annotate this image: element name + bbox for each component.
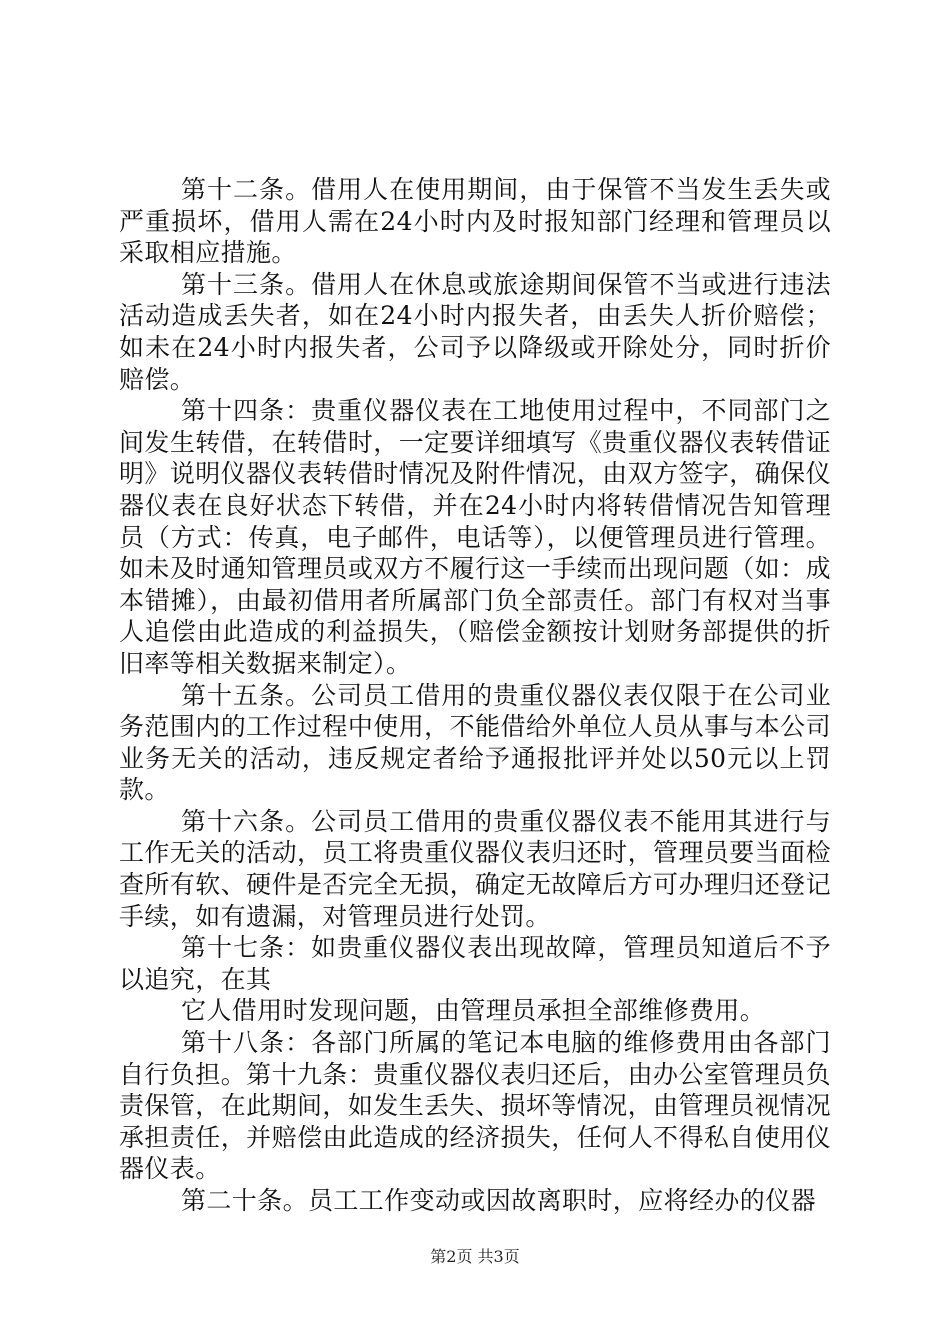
paragraph-article-17-continued: 它人借用时发现问题，由管理员承担全部维修费用。 <box>181 996 766 1026</box>
paragraph-article-18-19: 第十八条：各部门所属的笔记本电脑的维修费用由各部门自行负担。第十九条：贵重仪器仪表归还后，由办公室管理员负责保管，在此期间，如发生丢失、损坏等情况，由管理员视情况承担责任，并赔偿由此造成的经济损失，任何人不得私自使用仪器仪表。 <box>119 1028 831 1184</box>
document-body <box>119 174 831 1217</box>
page-number-footer: 第2页 共3页 <box>430 1247 520 1266</box>
paragraph-article-12: 第十二条。借用人在使用期间，由于保管不当发生丢失或严重损坏，借用人需在24小时内及时报知部门经理和管理员以采取相应措施。 <box>119 175 831 268</box>
paragraph-article-16: 第十六条。公司员工借用的贵重仪器仪表不能用其进行与工作无关的活动，员工将贵重仪器仪表归还时，管理员要当面检查所有软、硬件是否完全无损，确定无故障后方可办理归还登记手续，如有遗漏，对管理员进行处罚。 <box>119 806 831 931</box>
paragraph-article-15: 第十五条。公司员工借用的贵重仪器仪表仅限于在公司业务范围内的工作过程中使用，不能借给外单位人员从事与本公司业务无关的活动，违反规定者给予通报批评并处以50元以上罚款。 <box>119 680 831 805</box>
paragraph-article-17: 第十七条：如贵重仪器仪表出现故障，管理员知道后不予以追究，在其 <box>119 933 831 994</box>
paragraph-article-13: 第十三条。借用人在休息或旅途期间保管不当或进行违法活动造成丢失者，如在24小时内报失者，由丢失人折价赔偿；如未在24小时内报失者，公司予以降级或开除处分，同时折价赔偿。 <box>119 269 831 394</box>
paragraph-article-14: 第十四条：贵重仪器仪表在工地使用过程中，不同部门之间发生转借，在转借时，一定要详细填写《贵重仪器仪表转借证明》说明仪器仪表转借时情况及附件情况，由双方签字，确保仪器仪表在良好状态下转借，并在24小时内将转借情况告知管理员（方式：传真，电子邮件，电话等），以便管理员进行管理。如未及时通知管理员或双方不履行这一手续而出现问题（如：成本错摊），由最初借用者所属部门负全部责任。部门有权对当事人追偿由此造成的利益损失，（赔偿金额按计划财务部提供的折旧率等相关数据来制定）。 <box>119 396 831 678</box>
paragraph-article-20: 第二十条。员工工作变动或因故离职时，应将经办的仪器 <box>181 1186 817 1215</box>
